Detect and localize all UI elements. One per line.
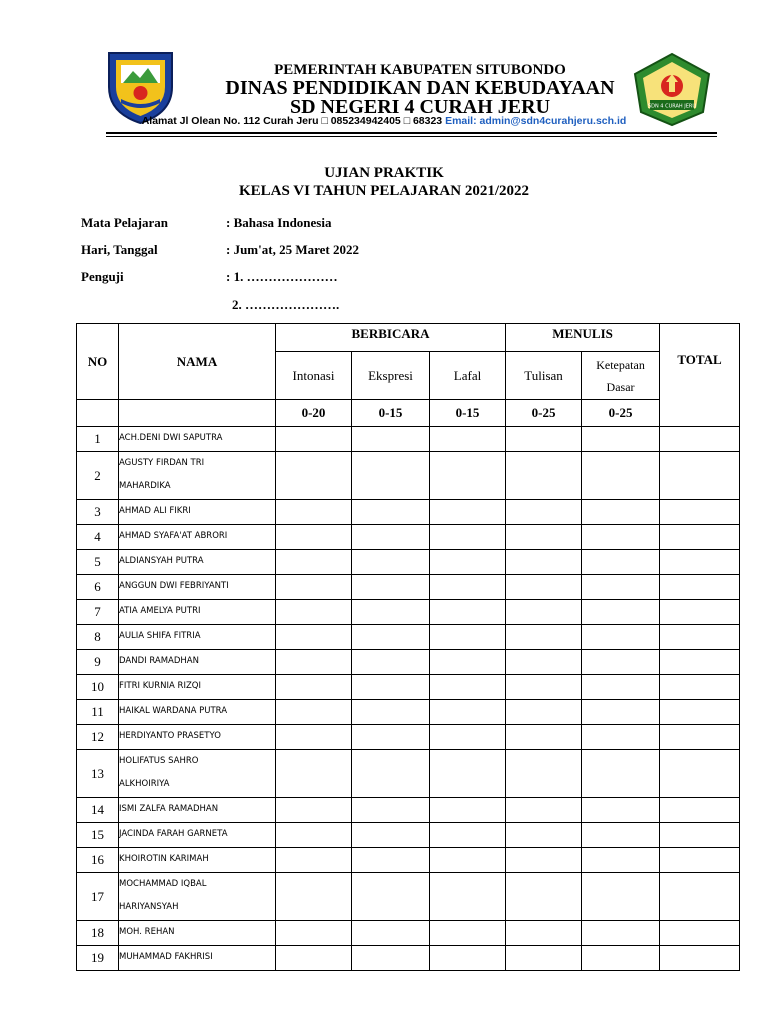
school-badge-text: SDN 4 CURAH JERU bbox=[647, 103, 697, 110]
row-number: 19 bbox=[77, 946, 119, 971]
range-name-empty bbox=[119, 400, 276, 427]
score-cell[interactable] bbox=[582, 848, 660, 873]
exam-title: UJIAN PRAKTIK bbox=[324, 165, 444, 181]
student-name bbox=[119, 750, 276, 798]
table-row bbox=[77, 452, 740, 500]
range-tulisan: 0-25 bbox=[506, 400, 582, 427]
score-cell[interactable] bbox=[276, 675, 352, 700]
table-row bbox=[77, 823, 740, 848]
table-row bbox=[77, 600, 740, 625]
student-name-line1: JACINDA FARAH GARNETA bbox=[119, 829, 228, 839]
table-row bbox=[77, 750, 740, 798]
row-number: 2 bbox=[77, 452, 119, 500]
student-name-line1: FITRI KURNIA RIZQI bbox=[119, 681, 201, 691]
score-cell[interactable] bbox=[430, 873, 506, 921]
student-name-line1: AGUSTY FIRDAN TRI bbox=[119, 458, 205, 468]
student-name-line1: ALDIANSYAH PUTRA bbox=[119, 556, 204, 566]
score-cell[interactable] bbox=[506, 650, 582, 675]
student-name bbox=[119, 700, 276, 725]
score-cell[interactable] bbox=[660, 452, 740, 500]
student-name bbox=[119, 625, 276, 650]
score-cell[interactable] bbox=[506, 750, 582, 798]
score-cell[interactable] bbox=[352, 700, 430, 725]
student-name bbox=[119, 452, 276, 500]
col-tulisan-header: Tulisan bbox=[506, 352, 582, 400]
student-name bbox=[119, 550, 276, 575]
student-name bbox=[119, 650, 276, 675]
student-name bbox=[119, 921, 276, 946]
score-cell[interactable] bbox=[276, 500, 352, 525]
score-cell[interactable] bbox=[276, 848, 352, 873]
score-cell[interactable] bbox=[506, 600, 582, 625]
table-row bbox=[77, 725, 740, 750]
table-row bbox=[77, 427, 740, 452]
score-cell[interactable] bbox=[352, 650, 430, 675]
student-name bbox=[119, 848, 276, 873]
score-cell[interactable] bbox=[506, 873, 582, 921]
score-cell[interactable] bbox=[276, 823, 352, 848]
score-cell[interactable] bbox=[660, 725, 740, 750]
score-cell[interactable] bbox=[352, 798, 430, 823]
header-rule-thin bbox=[106, 136, 717, 137]
speaking-group-header: BERBICARA bbox=[276, 324, 506, 352]
score-cell[interactable] bbox=[276, 725, 352, 750]
header-rule-thick bbox=[106, 132, 717, 134]
col-ketepatan-header bbox=[582, 352, 660, 400]
score-cell[interactable] bbox=[352, 873, 430, 921]
table-row bbox=[77, 873, 740, 921]
score-cell[interactable] bbox=[352, 600, 430, 625]
score-cell[interactable] bbox=[660, 525, 740, 550]
score-cell[interactable] bbox=[352, 725, 430, 750]
score-cell[interactable] bbox=[352, 500, 430, 525]
row-number: 17 bbox=[77, 873, 119, 921]
student-name bbox=[119, 946, 276, 971]
score-cell[interactable] bbox=[660, 600, 740, 625]
score-cell[interactable] bbox=[352, 625, 430, 650]
row-number: 14 bbox=[77, 798, 119, 823]
student-name bbox=[119, 500, 276, 525]
student-name-line1: HAIKAL WARDANA PUTRA bbox=[119, 706, 228, 716]
score-cell[interactable] bbox=[276, 873, 352, 921]
score-cell[interactable] bbox=[352, 946, 430, 971]
table-row bbox=[77, 675, 740, 700]
table-row bbox=[77, 525, 740, 550]
range-ekspresi: 0-15 bbox=[352, 400, 430, 427]
email-link[interactable]: Email: admin@sdn4curahjeru.sch.id bbox=[445, 115, 627, 127]
score-cell[interactable] bbox=[276, 427, 352, 452]
score-cell[interactable] bbox=[582, 600, 660, 625]
score-cell[interactable] bbox=[276, 798, 352, 823]
student-name-line1: DANDI RAMADHAN bbox=[119, 656, 199, 666]
table-row bbox=[77, 798, 740, 823]
score-cell[interactable] bbox=[506, 798, 582, 823]
score-cell[interactable] bbox=[660, 650, 740, 675]
range-no-empty bbox=[77, 400, 119, 427]
score-cell[interactable] bbox=[352, 921, 430, 946]
student-name-line2: MAHARDIKA bbox=[119, 481, 171, 491]
score-cell[interactable] bbox=[276, 452, 352, 500]
score-cell[interactable] bbox=[506, 427, 582, 452]
score-cell[interactable] bbox=[506, 550, 582, 575]
row-number: 10 bbox=[77, 675, 119, 700]
col-lafal-header: Lafal bbox=[430, 352, 506, 400]
examiner-value-1: : 1. ………………… bbox=[226, 269, 338, 284]
student-name bbox=[119, 873, 276, 921]
score-cell[interactable] bbox=[430, 600, 506, 625]
address-text: Alamat Jl Olean No. 112 Curah Jeru □ 085234942405 □ 68323 bbox=[141, 115, 443, 127]
student-rows bbox=[77, 427, 740, 971]
row-number: 12 bbox=[77, 725, 119, 750]
row-number: 16 bbox=[77, 848, 119, 873]
score-cell[interactable] bbox=[430, 525, 506, 550]
score-cell[interactable] bbox=[660, 873, 740, 921]
score-cell[interactable] bbox=[506, 921, 582, 946]
student-name-line2: ALKHOIRIYA bbox=[119, 779, 170, 789]
score-cell[interactable] bbox=[660, 427, 740, 452]
subject-label: Mata Pelajaran bbox=[81, 215, 169, 230]
date-label: Hari, Tanggal bbox=[81, 242, 158, 257]
score-cell[interactable] bbox=[276, 700, 352, 725]
score-cell[interactable] bbox=[352, 550, 430, 575]
student-name bbox=[119, 823, 276, 848]
writing-group-header: MENULIS bbox=[506, 324, 660, 352]
score-cell[interactable] bbox=[506, 725, 582, 750]
student-name bbox=[119, 798, 276, 823]
score-cell[interactable] bbox=[276, 750, 352, 798]
student-name-line1: ANGGUN DWI FEBRIYANTI bbox=[119, 581, 229, 591]
score-cell[interactable] bbox=[660, 750, 740, 798]
score-cell[interactable] bbox=[430, 700, 506, 725]
score-cell[interactable] bbox=[352, 823, 430, 848]
exam-subtitle: KELAS VI TAHUN PELAJARAN 2021/2022 bbox=[238, 183, 530, 199]
score-cell[interactable] bbox=[276, 650, 352, 675]
score-cell[interactable] bbox=[506, 625, 582, 650]
score-cell[interactable] bbox=[582, 798, 660, 823]
score-cell[interactable] bbox=[660, 848, 740, 873]
score-cell[interactable] bbox=[506, 675, 582, 700]
score-cell[interactable] bbox=[276, 625, 352, 650]
score-cell[interactable] bbox=[276, 550, 352, 575]
score-cell[interactable] bbox=[582, 550, 660, 575]
score-cell[interactable] bbox=[506, 823, 582, 848]
score-cell[interactable] bbox=[276, 946, 352, 971]
score-cell[interactable] bbox=[660, 625, 740, 650]
score-cell[interactable] bbox=[506, 500, 582, 525]
score-cell[interactable] bbox=[582, 575, 660, 600]
col-name-header: NAMA bbox=[119, 324, 276, 400]
score-cell[interactable] bbox=[430, 650, 506, 675]
student-name-line2: HARIYANSYAH bbox=[119, 902, 179, 912]
score-cell[interactable] bbox=[506, 575, 582, 600]
student-name bbox=[119, 600, 276, 625]
score-cell[interactable] bbox=[660, 575, 740, 600]
score-cell[interactable] bbox=[430, 725, 506, 750]
score-cell[interactable] bbox=[582, 675, 660, 700]
date-value: : Jum'at, 25 Maret 2022 bbox=[226, 242, 359, 257]
table-row bbox=[77, 848, 740, 873]
score-cell[interactable] bbox=[660, 675, 740, 700]
student-name-line1: HERDIYANTO PRASETYO bbox=[119, 731, 221, 741]
score-cell[interactable] bbox=[582, 750, 660, 798]
score-cell[interactable] bbox=[582, 873, 660, 921]
col-ekspresi-header: Ekspresi bbox=[352, 352, 430, 400]
score-cell[interactable] bbox=[506, 946, 582, 971]
score-cell[interactable] bbox=[582, 650, 660, 675]
score-cell[interactable] bbox=[430, 921, 506, 946]
examiner-label: Penguji bbox=[81, 269, 124, 284]
row-number: 7 bbox=[77, 600, 119, 625]
score-cell[interactable] bbox=[276, 575, 352, 600]
score-cell[interactable] bbox=[430, 798, 506, 823]
header-department: DINAS PENDIDIKAN DAN KEBUDAYAAN bbox=[225, 77, 615, 99]
score-cell[interactable] bbox=[660, 550, 740, 575]
row-number: 15 bbox=[77, 823, 119, 848]
score-cell[interactable] bbox=[506, 525, 582, 550]
row-number: 5 bbox=[77, 550, 119, 575]
col-intonasi-header: Intonasi bbox=[276, 352, 352, 400]
student-name-line1: AHMAD SYAFA'AT ABRORI bbox=[119, 531, 228, 541]
student-name bbox=[119, 725, 276, 750]
score-cell[interactable] bbox=[582, 823, 660, 848]
row-number: 3 bbox=[77, 500, 119, 525]
score-cell[interactable] bbox=[582, 427, 660, 452]
col-no-header: NO bbox=[77, 324, 119, 400]
row-number: 4 bbox=[77, 525, 119, 550]
score-cell[interactable] bbox=[352, 575, 430, 600]
score-cell[interactable] bbox=[430, 848, 506, 873]
row-number: 8 bbox=[77, 625, 119, 650]
student-name-line1: MOCHAMMAD IQBAL bbox=[119, 879, 207, 889]
score-cell[interactable] bbox=[276, 525, 352, 550]
range-intonasi: 0-20 bbox=[276, 400, 352, 427]
score-cell[interactable] bbox=[430, 427, 506, 452]
student-name-line1: ATIA AMELYA PUTRI bbox=[119, 606, 201, 616]
score-cell[interactable] bbox=[352, 427, 430, 452]
score-cell[interactable] bbox=[582, 921, 660, 946]
score-cell[interactable] bbox=[660, 798, 740, 823]
col-ketepatan-line2: Dasar bbox=[606, 379, 635, 394]
student-name-line1: ACH.DENI DWI SAPUTRA bbox=[119, 433, 223, 443]
row-number: 18 bbox=[77, 921, 119, 946]
col-total-header: TOTAL bbox=[660, 324, 740, 427]
score-cell[interactable] bbox=[660, 921, 740, 946]
score-cell[interactable] bbox=[506, 848, 582, 873]
score-cell[interactable] bbox=[582, 525, 660, 550]
score-cell[interactable] bbox=[506, 700, 582, 725]
score-cell[interactable] bbox=[352, 750, 430, 798]
header-government: PEMERINTAH KABUPATEN SITUBONDO bbox=[274, 62, 566, 78]
score-cell[interactable] bbox=[506, 452, 582, 500]
score-cell[interactable] bbox=[352, 848, 430, 873]
score-cell[interactable] bbox=[660, 500, 740, 525]
score-cell[interactable] bbox=[276, 600, 352, 625]
student-name-line1: KHOIROTIN KARIMAH bbox=[119, 854, 209, 864]
score-cell[interactable] bbox=[660, 823, 740, 848]
score-cell[interactable] bbox=[660, 946, 740, 971]
row-number: 9 bbox=[77, 650, 119, 675]
student-name bbox=[119, 575, 276, 600]
table-row bbox=[77, 575, 740, 600]
score-cell[interactable] bbox=[430, 452, 506, 500]
student-name bbox=[119, 427, 276, 452]
student-name-line1: MOH. REHAN bbox=[119, 927, 175, 937]
score-cell[interactable] bbox=[582, 452, 660, 500]
table-row bbox=[77, 650, 740, 675]
row-number: 13 bbox=[77, 750, 119, 798]
table-row bbox=[77, 700, 740, 725]
score-cell[interactable] bbox=[430, 750, 506, 798]
table-row bbox=[77, 921, 740, 946]
student-name-line1: MUHAMMAD FAKHRISI bbox=[119, 952, 213, 962]
score-cell[interactable] bbox=[430, 625, 506, 650]
student-name-line1: AHMAD ALI FIKRI bbox=[119, 506, 191, 516]
row-number: 6 bbox=[77, 575, 119, 600]
score-cell[interactable] bbox=[660, 700, 740, 725]
examiner-value-2: 2. …………………. bbox=[232, 297, 340, 312]
score-cell[interactable] bbox=[582, 625, 660, 650]
school-address bbox=[0, 115, 768, 127]
score-cell[interactable] bbox=[582, 700, 660, 725]
row-number: 11 bbox=[77, 700, 119, 725]
col-ketepatan-line1: Ketepatan bbox=[596, 357, 645, 372]
student-name bbox=[119, 675, 276, 700]
subject-value: : Bahasa Indonesia bbox=[226, 215, 332, 230]
student-name bbox=[119, 525, 276, 550]
score-cell[interactable] bbox=[276, 921, 352, 946]
range-lafal: 0-15 bbox=[430, 400, 506, 427]
table-row bbox=[77, 946, 740, 971]
score-cell[interactable] bbox=[430, 575, 506, 600]
table-row bbox=[77, 500, 740, 525]
score-cell[interactable] bbox=[352, 525, 430, 550]
score-cell[interactable] bbox=[430, 946, 506, 971]
student-name-line1: ISMI ZALFA RAMADHAN bbox=[119, 804, 219, 814]
score-cell[interactable] bbox=[582, 946, 660, 971]
score-cell[interactable] bbox=[430, 675, 506, 700]
row-number: 1 bbox=[77, 427, 119, 452]
table-row bbox=[77, 550, 740, 575]
score-cell[interactable] bbox=[430, 823, 506, 848]
header-school: SD NEGERI 4 CURAH JERU bbox=[289, 96, 551, 118]
score-table bbox=[76, 323, 740, 971]
score-cell[interactable] bbox=[352, 452, 430, 500]
range-ketepatan: 0-25 bbox=[582, 400, 660, 427]
score-cell[interactable] bbox=[582, 500, 660, 525]
score-cell[interactable] bbox=[430, 500, 506, 525]
score-cell[interactable] bbox=[582, 725, 660, 750]
score-cell[interactable] bbox=[430, 550, 506, 575]
score-cell[interactable] bbox=[352, 675, 430, 700]
table-row bbox=[77, 625, 740, 650]
student-name-line1: HOLIFATUS SAHRO bbox=[119, 756, 199, 766]
student-name-line1: AULIA SHIFA FITRIA bbox=[119, 631, 201, 641]
